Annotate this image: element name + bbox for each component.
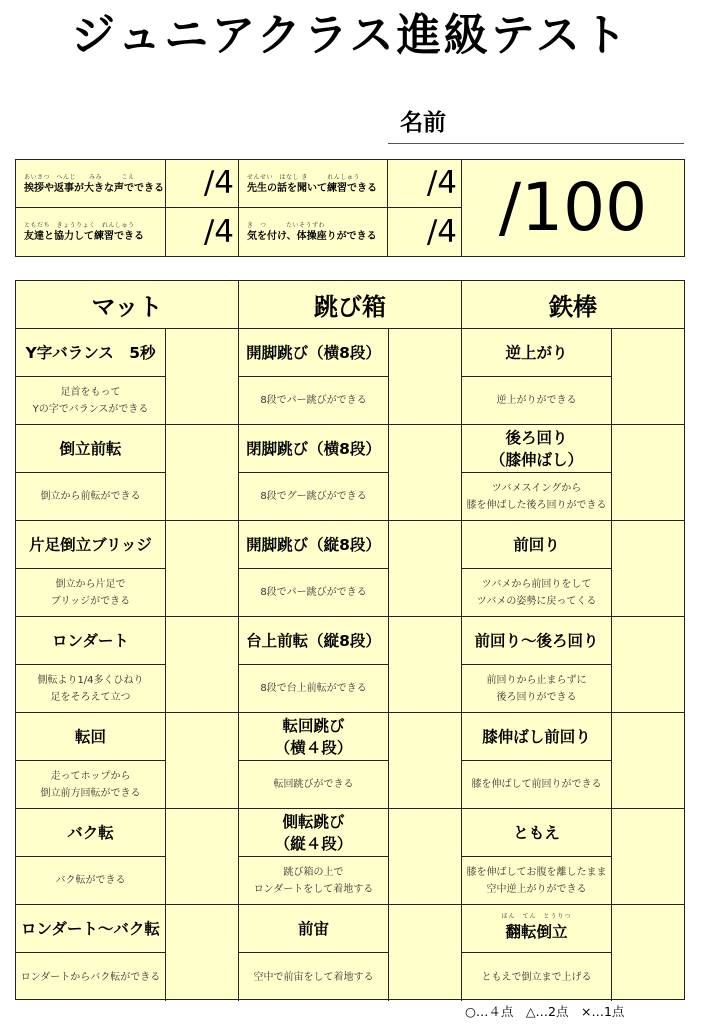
task-description: 8段でパー跳びができる — [239, 569, 389, 617]
task-name — [16, 713, 166, 761]
task-name — [462, 425, 612, 473]
task-name — [16, 809, 166, 857]
task-name-text: 翻転倒立 — [505, 923, 568, 941]
task-description: 転回跳びができる — [239, 761, 389, 809]
task-name — [239, 905, 389, 953]
task-name — [239, 713, 389, 761]
score-points-listen[interactable]: /4 — [388, 160, 462, 208]
task-name-text: 逆上がり — [505, 343, 568, 362]
score-points-greeting[interactable]: /4 — [166, 160, 239, 208]
task-name — [16, 425, 166, 473]
column-header-mat: マット — [16, 281, 239, 329]
task-name-text: Y字バランス 5秒 — [25, 343, 156, 362]
task-check-box[interactable] — [612, 521, 684, 617]
task-check-box[interactable] — [166, 425, 239, 521]
task-description: 側転より1/4多くひねり 足をそろえて立つ — [16, 665, 166, 713]
score-item-cooperate — [16, 208, 166, 256]
task-check-box[interactable] — [166, 617, 239, 713]
task-ruby: ほん てん とうりつ — [501, 913, 572, 920]
task-description: 倒立から前転ができる — [16, 473, 166, 521]
task-name — [239, 329, 389, 377]
score-item-listen — [239, 160, 388, 208]
column-header-vault: 跳び箱 — [239, 281, 462, 329]
task-check-box[interactable] — [166, 713, 239, 809]
task-name-text: 閉脚跳び（横8段） — [246, 439, 381, 458]
task-check-box[interactable] — [389, 809, 462, 905]
task-name-text: 片足倒立ブリッジ — [29, 535, 152, 554]
task-name-text: 開脚跳び（縦8段） — [246, 535, 381, 554]
task-description: 膝を伸ばしてお腹を離したまま 空中逆上がりができる — [462, 857, 612, 905]
score-points-cooperate[interactable]: /4 — [166, 208, 239, 256]
task-check-box[interactable] — [389, 905, 462, 1001]
task-check-box[interactable] — [389, 713, 462, 809]
task-name-text: ともえ — [513, 823, 560, 842]
task-check-box[interactable] — [389, 521, 462, 617]
task-description: 走ってホップから 倒立前方回転ができる — [16, 761, 166, 809]
page-title: ジュニアクラス進級テスト — [71, 10, 630, 61]
task-check-box[interactable] — [612, 905, 684, 1001]
task-description: 足首をもって Yの字でバランスができる — [16, 377, 166, 425]
score-item-ruby: あいさつ へんじ みみ こえ — [24, 173, 135, 181]
task-description: 倒立から片足で ブリッジができる — [16, 569, 166, 617]
score-item-label: 挨拶や返事が大きな声でできる — [24, 182, 164, 194]
task-check-box[interactable] — [612, 329, 684, 425]
task-name — [239, 809, 389, 857]
task-check-box[interactable] — [389, 617, 462, 713]
task-check-box[interactable] — [166, 809, 239, 905]
task-name — [239, 425, 389, 473]
score-table — [15, 159, 685, 257]
task-check-box[interactable] — [389, 329, 462, 425]
score-item-ruby: せんせい はなし き れんしゅう — [247, 173, 360, 181]
skills-grid — [15, 280, 685, 1000]
score-item-ruby: ともだち きょうりょく れんしゅう — [24, 222, 135, 229]
task-description: 膝を伸ばして前回りができる — [462, 761, 612, 809]
score-item-posture — [239, 208, 388, 256]
task-check-box[interactable] — [166, 329, 239, 425]
task-name-text: 転回跳び （横４段） — [274, 716, 353, 757]
task-description: ツバメスイングから 膝を伸ばした後ろ回りができる — [462, 473, 612, 521]
column-header-bar: 鉄棒 — [462, 281, 684, 329]
task-name-text: 倒立前転 — [59, 439, 122, 458]
task-description: 空中で前宙をして着地する — [239, 953, 389, 1001]
task-name — [16, 905, 166, 953]
task-name-text: 開脚跳び（横8段） — [246, 343, 381, 362]
grading-legend: ○…４点 △…2点 ×…1点 — [465, 1004, 625, 1019]
task-name-text: ロンダート～バク転 — [21, 919, 160, 938]
task-name-text: 転回 — [74, 727, 106, 746]
task-check-box[interactable] — [166, 521, 239, 617]
task-name — [16, 329, 166, 377]
task-check-box[interactable] — [612, 425, 684, 521]
score-item-label: 気を付け、体操座りができる — [247, 231, 377, 242]
task-name — [462, 521, 612, 569]
task-name — [462, 809, 612, 857]
task-description: 8段で台上前転ができる — [239, 665, 389, 713]
task-description: ツバメから前回りをして ツバメの姿勢に戻ってくる — [462, 569, 612, 617]
task-description: ロンダートからバク転ができる — [16, 953, 166, 1001]
task-description: バク転ができる — [16, 857, 166, 905]
task-check-box[interactable] — [612, 713, 684, 809]
task-name — [462, 713, 612, 761]
score-item-label: 友達と協力して練習できる — [24, 231, 144, 242]
name-underline[interactable] — [388, 143, 684, 144]
task-check-box[interactable] — [612, 809, 684, 905]
task-name — [239, 521, 389, 569]
task-name — [462, 617, 612, 665]
name-label: 名前 — [400, 110, 446, 136]
task-name-text: バク転 — [67, 823, 114, 842]
score-total[interactable]: /100 — [498, 169, 648, 246]
task-description: 跳び箱の上で ロンダートをして着地する — [239, 857, 389, 905]
task-name — [462, 905, 612, 953]
task-description: 逆上がりができる — [462, 377, 612, 425]
score-item-label: 先生の話を聞いて練習できる — [247, 182, 377, 194]
task-name — [16, 617, 166, 665]
task-name-text: 膝伸ばし前回り — [482, 727, 591, 746]
task-check-box[interactable] — [612, 617, 684, 713]
task-name-text: 台上前転（縦8段） — [246, 631, 381, 650]
task-name-text: 前回り～後ろ回り — [474, 631, 599, 650]
score-item-greeting — [16, 160, 166, 208]
task-name-text: ロンダート — [52, 631, 129, 650]
task-name — [16, 521, 166, 569]
task-description: 前回りから止まらずに 後ろ回りができる — [462, 665, 612, 713]
task-name — [239, 617, 389, 665]
task-check-box[interactable] — [389, 425, 462, 521]
task-check-box[interactable] — [166, 905, 239, 1001]
task-name — [462, 329, 612, 377]
score-item-ruby: き つ たいそうずわ — [247, 222, 326, 229]
task-name-text: 前回り — [513, 535, 560, 554]
task-name-text: 後ろ回り （膝伸ばし） — [489, 428, 583, 469]
task-name-text: 側転跳び （縦４段） — [274, 812, 353, 853]
task-description: 8段でパー跳びができる — [239, 377, 389, 425]
task-description: 8段でグー跳びができる — [239, 473, 389, 521]
task-description: ともえで倒立まで上げる — [462, 953, 612, 1001]
score-points-posture[interactable]: /4 — [388, 208, 462, 256]
task-name-text: 前宙 — [297, 919, 329, 938]
